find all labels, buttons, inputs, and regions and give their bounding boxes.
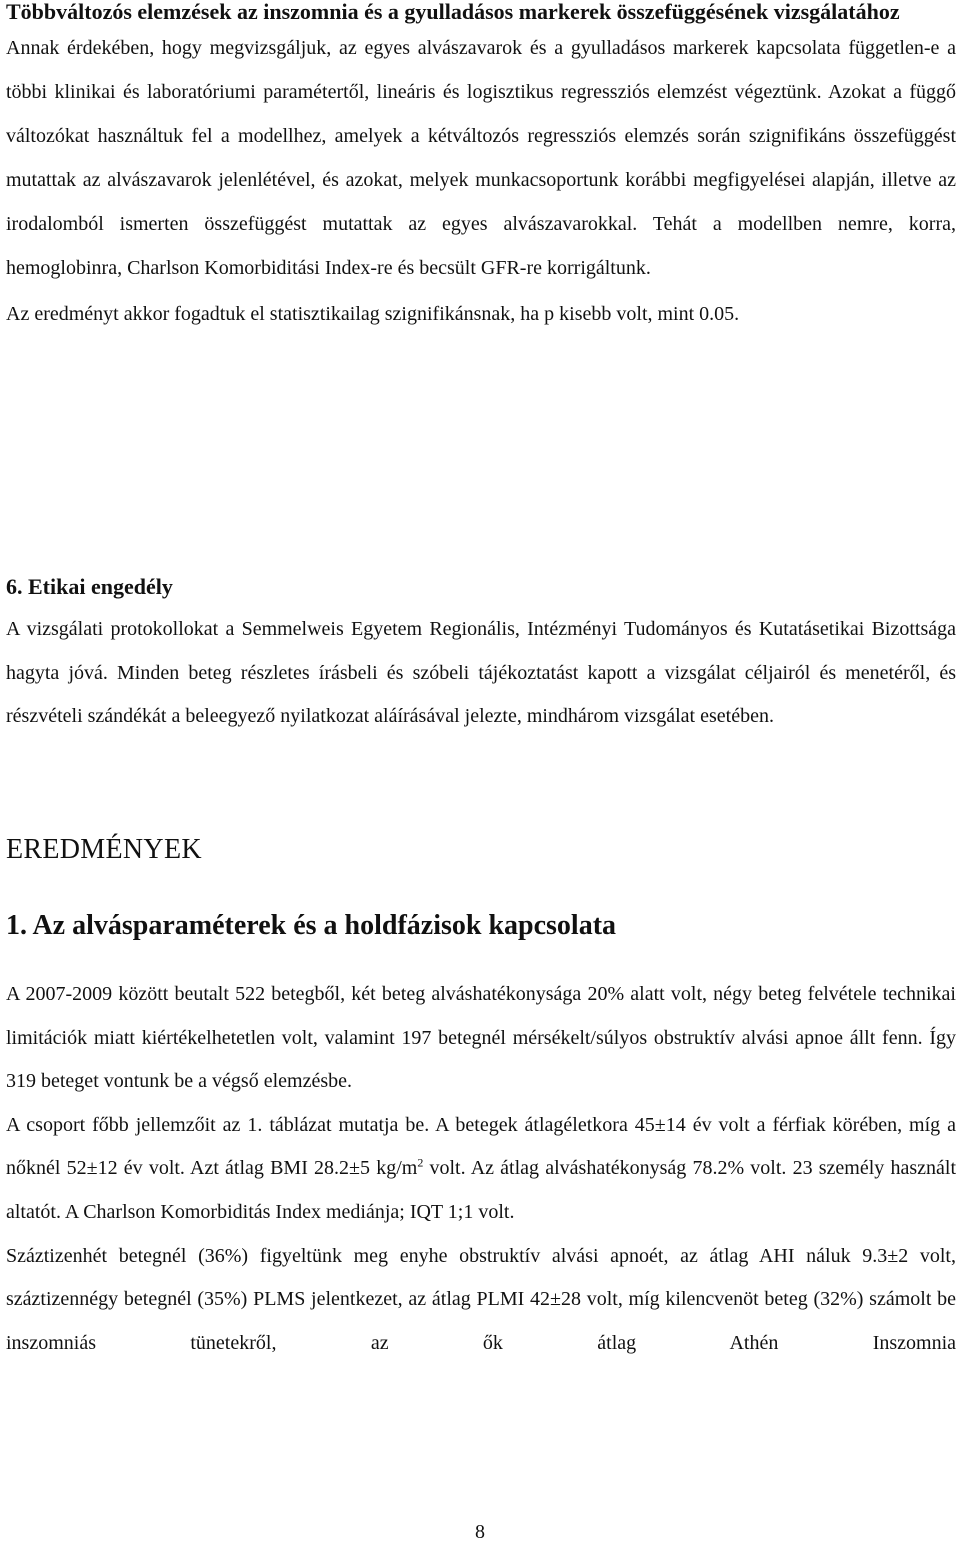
p2-text-a: A csoport főbb jellemzőit az 1. táblázat mutatja be. A betegek átlagéletkora 45±14 év volt a férfiak körében, míg a nőknél 52±12 év volt. Azt átlag BMI 28.2±5 kg/m <box>6 1113 956 1180</box>
significance-paragraph: Az eredményt akkor fogadtuk el statisztikailag szignifikánsnak, ha p kisebb volt, mint 0.05. <box>6 303 740 325</box>
results-paragraph-3: Száztizenhét betegnél (36%) figyeltünk meg enyhe obstruktív alvási apnoét, az átlag AHI náluk 9.3±2 volt, száztizennégy betegnél (35%) PLMS jelentkezet, az átlag PLMI 42±28 volt, míg kilencvenöt beteg (32%) számolt be inszomniás tünetekről, az ők átlag Athén Inszomnia <box>6 1244 956 1354</box>
section-ethics <box>6 566 956 739</box>
intro-text: Annak érdekében, hogy megvizsgáljuk, az egyes alvászavarok és a gyulladásos markerek kapcsolata független-e a többi klinikai és laboratóriumi paramétertől, lineáris és logisztikus regressziós elemzést végeztünk. <box>6 37 956 103</box>
results-paragraph-2 <box>6 1104 956 1235</box>
section-results <box>6 973 956 1365</box>
ethics-paragraph: A vizsgálati protokollokat a Semmelweis Egyetem Regionális, Intézményi Tudományos és Kutatásetikai Bizottsága hagyta jóvá. Minden beteg részletes írásbeli és szóbeli tájékoztatást kapott a vizsgálat céljairól és menetéről, és részvételi szándékát a beleegyező nyilatkozat aláírásával jelezte, mindhárom vizsgálat esetében. <box>6 618 956 728</box>
results-heading: EREDMÉNYEK <box>6 834 202 865</box>
section-title: 6. Etikai engedély <box>6 574 173 599</box>
paragraph <box>6 26 956 290</box>
superscript: 2 <box>417 1155 424 1170</box>
body-text: Azokat a függő változókat használtuk fel a modellhez, amelyek a kétváltozós regressziós elemzés során szignifikáns összefüggést mutattak az alvászavarok jelenlétével, és azokat, melyek munkacsoportunk korábbi megfigyelései alapján, illetve az irodalomból ismerten összefüggést mutattak az egyes alvászavarokkal. Tehát a modellben nemre, korra, hemoglobinra, Charlson Komorbiditási Index-re és becsült GFR-re korrigáltunk. <box>6 81 956 279</box>
section-title: Többváltozós elemzések az inszomnia és a gyulladásos markerek összefüggésének vizsgálatához <box>6 0 900 24</box>
section-multivariate <box>6 0 956 336</box>
results-paragraph-1: A 2007-2009 között beutalt 522 betegből, két beteg alváshatékonysága 20% alatt volt, négy beteg felvétele technikai limitációk miatt kiértékelhetetlen volt, valamint 197 betegnél mérsékelt/súlyos obstruktív alvási apnoe állt fenn. Így 319 beteget vontunk be a végső elemzésbe. <box>6 983 956 1093</box>
p2-text-b: volt. Az átlag alváshatékonyság 78.2% volt. 23 személy használt altatót. A Charlson Komorbiditás Index mediánja; IQT 1;1 volt. <box>6 1157 956 1223</box>
results-subheading: 1. Az alvásparaméterek és a holdfázisok kapcsolata <box>6 910 617 941</box>
page-number: 8 <box>475 1521 485 1543</box>
